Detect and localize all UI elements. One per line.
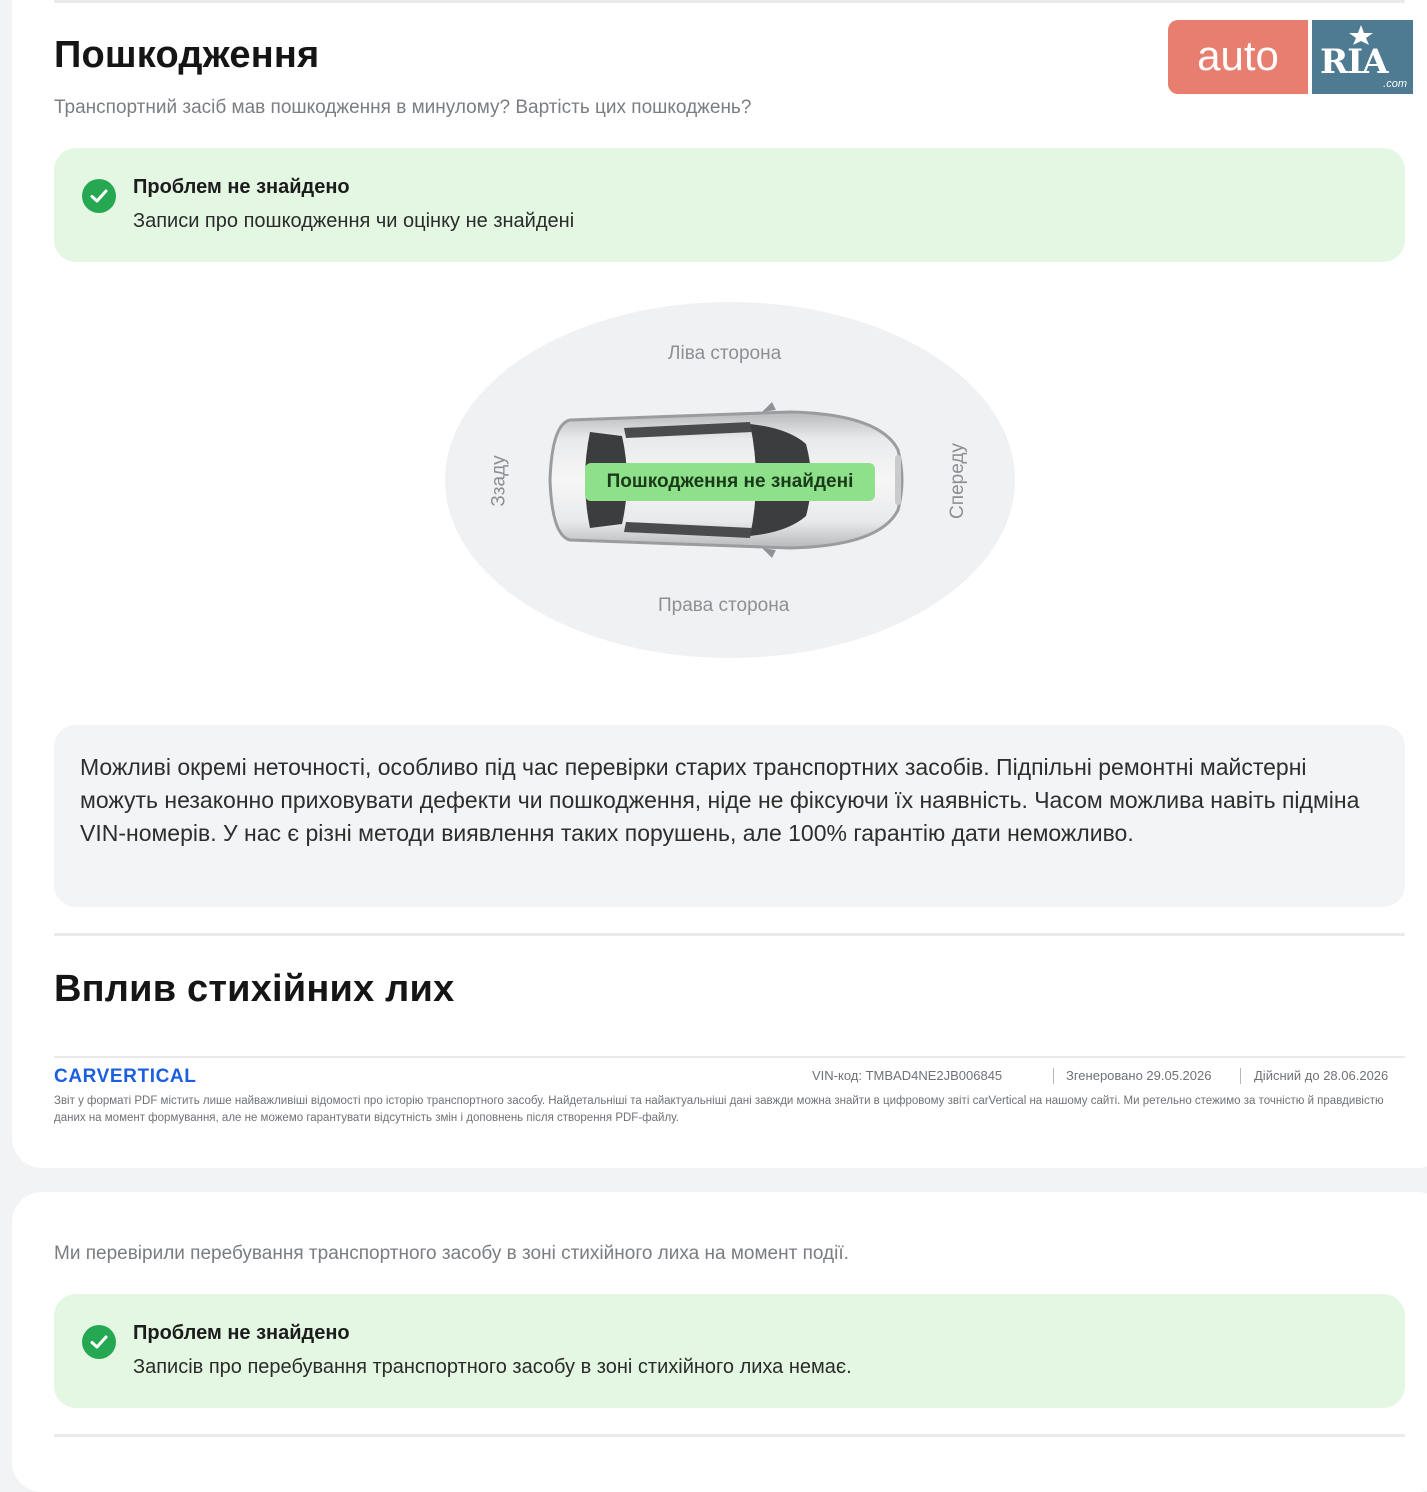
carvertical-logo: CARVERTICAL xyxy=(54,1066,197,1087)
damage-section-subtitle: Транспортний засіб мав пошкодження в минулому? Вартість цих пошкоджень? xyxy=(54,97,752,118)
no-damage-badge: Пошкодження не знайдені xyxy=(585,463,875,501)
footer-generated: Згенеровано 29.05.2026 xyxy=(1066,1068,1212,1083)
footer-valid-until: Дійсний до 28.06.2026 xyxy=(1254,1068,1389,1083)
left-side-label: Ліва сторона xyxy=(668,343,782,364)
autoria-logo-auto: auto xyxy=(1168,20,1308,94)
rear-label: Ззаду xyxy=(488,455,510,507)
front-label: Спереду xyxy=(946,443,968,519)
autoria-ria-text: RIA xyxy=(1320,42,1388,82)
check-circle-icon xyxy=(82,1325,116,1359)
footer-separator xyxy=(1053,1068,1054,1084)
divider xyxy=(54,0,1405,3)
damage-status-title: Проблем не знайдено xyxy=(133,176,350,198)
disasters-status-box xyxy=(54,1294,1405,1408)
footer-note: Звіт у форматі PDF містить лише найважливіші відомості про історію транспортного засобу. Найдетальніші та найактуальніші дані завжди можна знайти в цифровому звіті carVertical на нашому сайті. Ми ретельно стежимо за точністю й правдивістю даних на момент формування, але не можемо гарантувати відсутність змін і доповнень після створення PDF-файлу. xyxy=(54,1095,1384,1124)
disasters-section-subtitle: Ми перевірили перебування транспортного засобу в зоні стихійного лиха на момент події. xyxy=(54,1243,849,1264)
damage-status-box xyxy=(54,148,1405,262)
disclaimer-box xyxy=(54,725,1405,907)
damage-status-text: Записи про пошкодження чи оцінку не знайдені xyxy=(133,210,575,232)
check-circle-icon xyxy=(82,179,116,213)
disasters-status-title: Проблем не знайдено xyxy=(133,1322,350,1344)
divider xyxy=(54,933,1405,936)
divider xyxy=(54,1434,1405,1437)
disasters-status-text: Записів про перебування транспортного засобу в зоні стихійного лиха немає. xyxy=(133,1356,852,1378)
right-side-label: Права сторона xyxy=(658,595,790,616)
divider xyxy=(54,1056,1405,1058)
disclaimer-text: Можливі окремі неточності, особливо під час перевірки старих транспортних засобів. Підпільні ремонтні майстерні можуть незаконно приховувати дефекти чи пошкодження, ніде не фіксуючи їх наявність. Часом можлива навіть підміна VIN-номерів. У нас є різні методи виявлення таких порушень, але 100% гарантію дати неможливо. xyxy=(80,754,1360,846)
autoria-logo-ria xyxy=(1312,20,1413,94)
disasters-section-title: Вплив стихійних лих xyxy=(54,968,455,1010)
footer-separator xyxy=(1240,1068,1241,1084)
footer-vin: VIN-код: TMBAD4NE2JB006845 xyxy=(812,1068,1003,1083)
autoria-com-text: .com xyxy=(1383,78,1407,90)
damage-section-title: Пошкодження xyxy=(54,34,320,76)
